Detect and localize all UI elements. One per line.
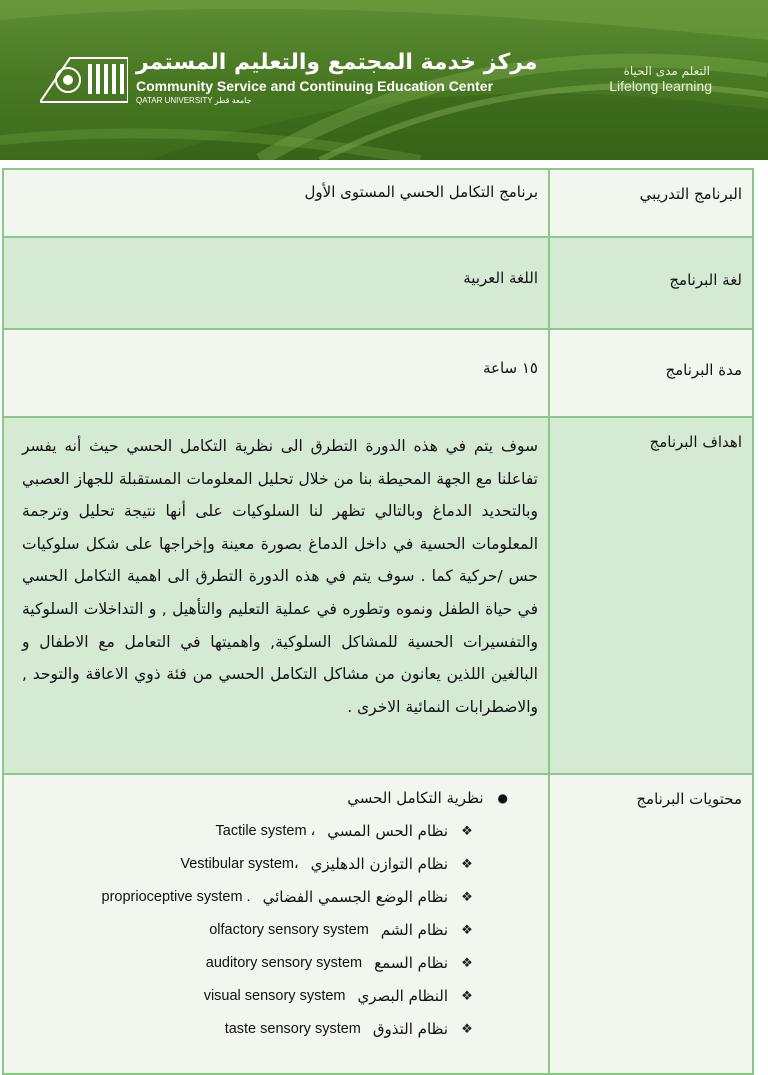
system-english-name: Vestibular system، xyxy=(180,856,299,872)
table-row xyxy=(3,774,753,1074)
diamond-bullet-icon: ❖ xyxy=(461,923,473,938)
lifelong-learning-english: Lifelong learning xyxy=(609,78,712,94)
bullet-dot-icon: ● xyxy=(497,791,508,805)
program-goals-value xyxy=(3,417,549,774)
lifelong-learning-arabic: التعلم مدى الحياة xyxy=(623,64,710,78)
program-language-value xyxy=(3,237,549,329)
contents-main-item-text: نظرية التكامل الحسي xyxy=(347,789,484,807)
qu-logo-icon xyxy=(40,52,128,104)
list-item xyxy=(22,914,474,947)
system-arabic-name: نظام التوازن الدهليزي xyxy=(310,855,448,873)
diamond-bullet-icon: ❖ xyxy=(461,824,473,839)
system-english-name: visual sensory system xyxy=(203,988,346,1004)
list-item xyxy=(22,1013,474,1046)
program-name-label: البرنامج التدريبي xyxy=(549,169,753,237)
list-item xyxy=(22,815,474,848)
program-table xyxy=(2,168,754,1075)
table-row xyxy=(3,169,753,237)
system-arabic-name: نظام السمع xyxy=(374,954,448,972)
university-name: QATAR UNIVERSITY جامعة قطر xyxy=(136,96,252,105)
diamond-bullet-icon: ❖ xyxy=(461,857,473,872)
program-name-value xyxy=(3,169,549,237)
table-row xyxy=(3,237,753,329)
system-arabic-name: نظام الشم xyxy=(380,921,448,939)
system-english-name: taste sensory system xyxy=(224,1021,361,1037)
diamond-bullet-icon: ❖ xyxy=(461,989,473,1004)
system-english-name: auditory sensory system xyxy=(205,955,363,971)
system-arabic-name: نظام الحس المسي xyxy=(327,822,448,840)
program-language-label: لغة البرنامج xyxy=(549,237,753,329)
list-item xyxy=(22,980,474,1013)
system-english-name: olfactory sensory system xyxy=(209,922,369,938)
program-goals-label: اهداف البرنامج xyxy=(549,417,753,774)
diamond-bullet-icon: ❖ xyxy=(461,956,473,971)
table-row xyxy=(3,329,753,417)
program-duration-label: مدة البرنامج xyxy=(549,329,753,417)
center-name-english: Community Service and Continuing Education Center xyxy=(136,78,494,94)
center-name-arabic: مركز خدمة المجتمع والتعليم المستمر xyxy=(136,50,538,75)
program-language-text: اللغة العربية xyxy=(463,269,538,287)
table-row xyxy=(3,417,753,774)
system-arabic-name: نظام التذوق xyxy=(372,1020,448,1038)
list-item xyxy=(22,947,474,980)
program-contents-value xyxy=(3,774,549,1074)
system-arabic-name: نظام الوضع الجسمي الفضائي xyxy=(262,888,448,906)
contents-main-item xyxy=(22,783,538,813)
diamond-bullet-icon: ❖ xyxy=(461,1022,473,1037)
program-goals-text: سوف يتم في هذه الدورة التطرق الى نظرية التكامل الحسي حيث أنه يفسر تفاعلنا مع الجهة المحيطة بنا من خلال تحليل المعلومات المستقبلة للجهاز العصبي وبالتحديد الدماغ وبالتالي تظهر لنا السلوكيات على أنها نتيجة تحليل وترجمة المعلومات الحسية في داخل الدماغ بصورة معينة وإخراجها على شكل سلوكيات حس /حركية كما . سوف يتم في هذه الدورة التطرق الى اهمية التكامل الحسي في حياة الطفل ونموه وتطوره في عملية التعليم والتأهيل , و التداخلات السلوكية والتفسيرات الحسية للمشاكل السلوكية, واهميتها في التعامل مع الاطفال و البالغين اللذين يعانون من مشاكل التكامل الحسي من فئة ذوي الاعاقة والتوحد , والاضطرابات النمائية الاخرى . xyxy=(22,437,538,716)
diamond-bullet-icon: ❖ xyxy=(461,890,473,905)
list-item xyxy=(22,881,474,914)
program-contents-label: محتويات البرنامج xyxy=(549,774,753,1074)
list-item xyxy=(22,848,474,881)
sensory-systems-list xyxy=(22,815,538,1046)
system-english-name: Tactile system ، xyxy=(215,823,316,839)
system-arabic-name: النظام البصري xyxy=(357,987,448,1005)
program-name-text: برنامج التكامل الحسي المستوى الأول xyxy=(304,183,538,201)
system-english-name: proprioceptive system . xyxy=(101,889,251,905)
program-duration-value xyxy=(3,329,549,417)
header-banner xyxy=(0,0,768,160)
program-duration-text: ١٥ ساعة xyxy=(482,359,538,377)
